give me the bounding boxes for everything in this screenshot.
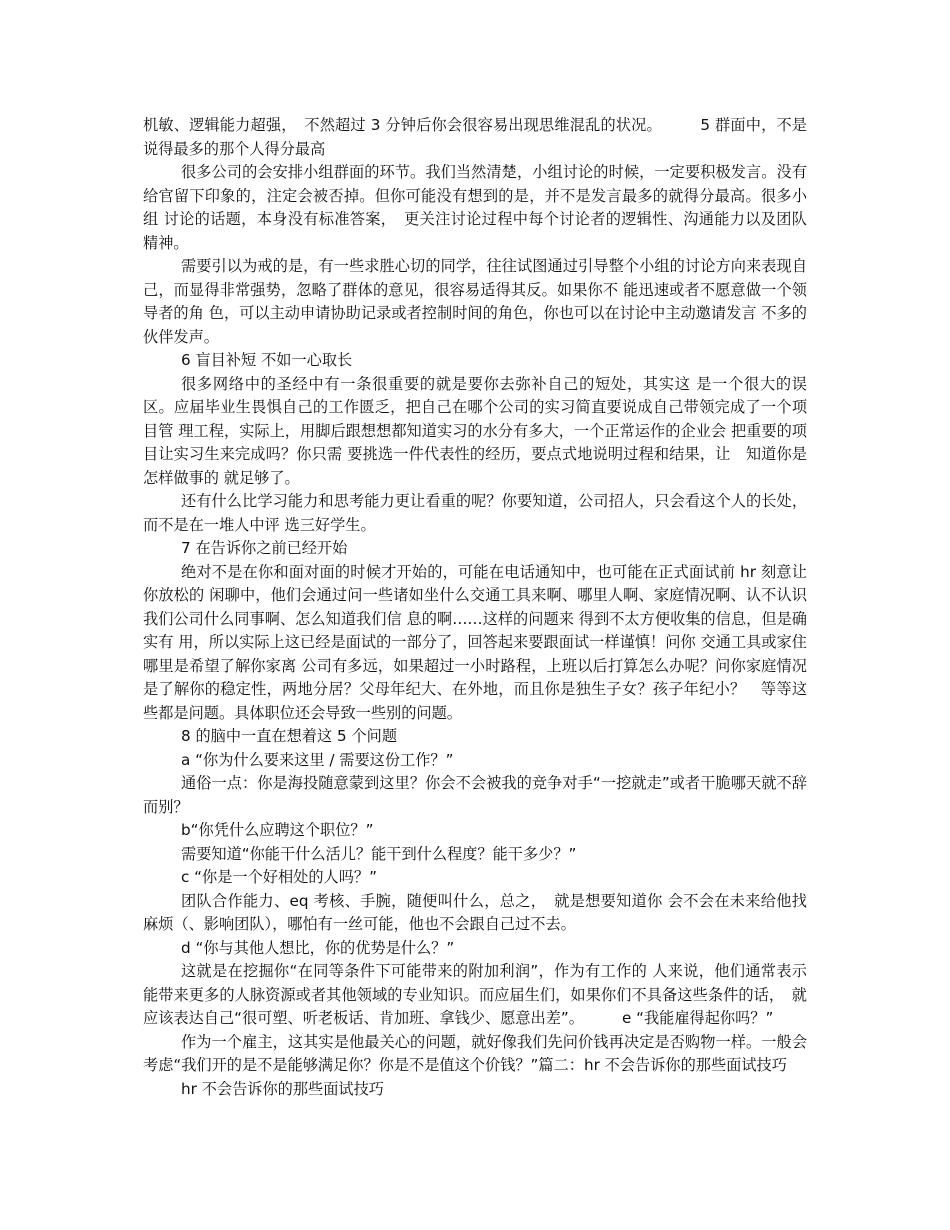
paragraph: 这就是在挖掘你“在同等条件下可能带来的附加利润”，作为有工作的 人来说，他们通常表示能带来更多的人脉资源或者其他领域的专业知识。而应届生们，如果你们不具备这些条件的话， 就应该表达自己“很可塑、听老板话、肯加班、拿钱少、愿意出差”。 e “我能雇得起你吗？” <box>143 962 807 1027</box>
paragraph: 还有什么比学习能力和思考能力更让看重的呢？你要知道，公司招人，只会看这个人的长处，而不是在一堆人中评 选三好学生。 <box>143 492 807 534</box>
section-heading: 7 在告诉你之前已经开始 <box>181 539 348 557</box>
section-heading: hr 不会告诉你的那些面试技巧 <box>181 1079 384 1098</box>
paragraph: 很多网络中的圣经中有一条很重要的就是要你去弥补自己的短处，其实这 是一个很大的误区。应届毕业生畏惧自己的工作匮乏，把自己在哪个公司的实习简直要说成自己带领完成了一个项目管 理工程，实际上，用脚后跟想想都知道实习的水分有多大，一个正常运作的企业会 把重要的项目让实习生来完成吗？你只需 要挑选一件代表性的经历，要点式地说明过程和结果，让 知道你是怎样做事的 就足够了。 <box>143 374 807 487</box>
question-item: b“你凭什么应聘这个职位？” <box>181 821 374 839</box>
paragraph: 机敏、逻辑能力超强， 不然超过 3 分钟后你会很容易出现思维混乱的状况。 5 群面中，不是说得最多的那个人得分最高 <box>143 116 807 158</box>
paragraph: 作为一个雇主，这其实是他最关心的问题，就好像我们先问价钱再决定是否购物一样。一般会考虑“我们开的是不是能够满足你？你是不是值这个价钱？”篇二：hr 不会告诉你的那些面试技巧 <box>143 1032 807 1074</box>
paragraph: 需要知道“你能干什么活儿？能干到什么程度？能干多少？” <box>181 844 577 863</box>
paragraph: 绝对不是在你和面对面的时候才开始的，可能在电话通知中，也可能在正式面试前 hr 刻意让你放松的 闲聊中，他们会通过问一些诸如坐什么交通工具来啊、哪里人啊、家庭情况啊、认不认识我们公司什么同事啊、怎么知道我们信 息的啊……这样的问题来 得到不太方便收集的信息，但是确实有 用，所以实际上这已经是面试的一部分了，回答起来要跟面试一样谨慎！问你 交通工具或家住哪里是希望了解你家离 公司有多远，如果超过一小时路程，上班以后打算怎么办呢？问你家庭情况是了解你的稳定性，两地分居？父母年纪大、在外地，而且你是独生子女？孩子年纪小？ 等等这些都是问题。具体职位还会导致一些别的问题。 <box>143 562 807 722</box>
paragraph: 需要引以为戒的是，有一些求胜心切的同学，往往试图通过引导整个小组的讨论方向来表现自己，而显得非常强势，忽略了群体的意见，很容易适得其反。如果你不 能迅速或者不愿意做一个领导者的角 色，可以主动申请协助记录或者控制时间的角色，你也可以在讨论中主动邀请发言 不多的伙伴发声。 <box>143 257 807 346</box>
question-item: c “你是一个好相处的人吗？” <box>181 868 377 886</box>
question-item: d “你与其他人想比，你的优势是什么？” <box>181 938 455 957</box>
question-item: a “你为什么要来这里 / 需要这份工作？” <box>181 750 454 769</box>
paragraph: 团队合作能力、eq 考核、手腕，随便叫什么，总之， 就是想要知道你 会不会在未来给他找麻烦（、影响团队），哪怕有一丝可能，他也不会跟自己过不去。 <box>143 891 807 933</box>
paragraph: 通俗一点：你是海投随意蒙到这里？你会不会被我的竞争对手“一挖就走”或者干脆哪天就不辞而别？ <box>143 774 807 816</box>
section-heading: 8 的脑中一直在想着这 5 个问题 <box>181 727 398 745</box>
paragraph: 很多公司的会安排小组群面的环节。我们当然清楚，小组讨论的时候，一定要积极发言。没有给官留下印象的，注定会被否掉。但你可能没有想到的是，并不是发言最多的就得分最高。很多小组 讨论的话题，本身没有标准答案， 更关注讨论过程中每个讨论者的逻辑性、沟通能力以及团队精神。 <box>143 163 807 252</box>
document-body <box>143 114 807 1101</box>
section-heading: 6 盲目补短 不如一心取长 <box>181 351 353 369</box>
